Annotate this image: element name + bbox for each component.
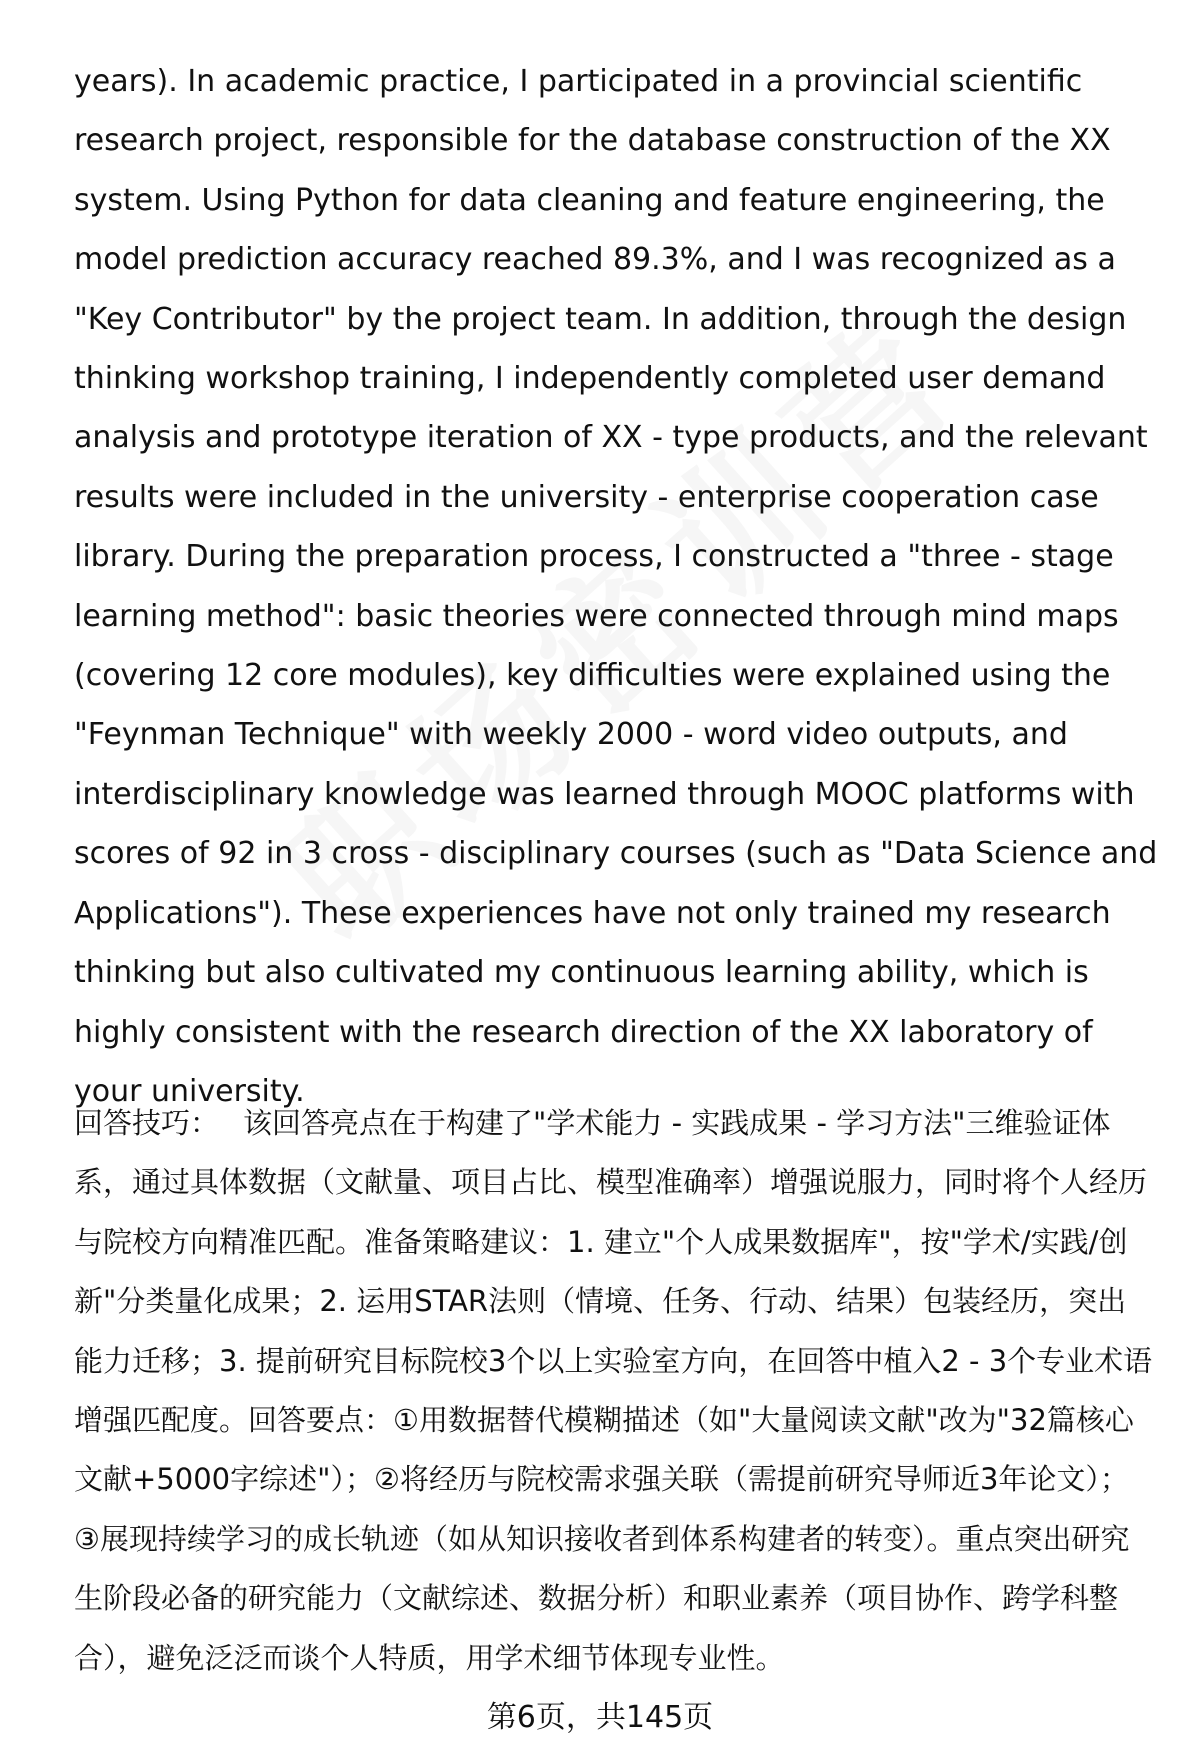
body-paragraph-english: years). In academic practice, I participated in a provincial scientific research project, responsible for the database construction of the XX system. Using Python for data cleaning and feature engineering, the model prediction accuracy reached 89.3%, and I was recognized as a "Key Contributor" by the project team. In addition, through the design thinking workshop training, I independently completed user demand analysis and prototype iteration of XX - type products, and the relevant results were included in the university - enterprise cooperation case library. During the preparation process, I constructed a "three - stage learning method": basic theories were connected through mind maps (covering 12 core modules), key difficulties were explained using the "Feynman Technique" with weekly 2000 - word video outputs, and interdisciplinary knowledge was learned through MOOC platforms with scores of 92 in 3 cross - disciplinary courses (such as "Data Science and Applications"). These experiences have not only trained my research thinking but also cultivated my continuous learning ability, which is highly consistent with the research direction of the XX laboratory of your university. [74,64,1158,1109]
page-footer: 第6页，共145页 [486,1700,714,1735]
answer-tips-label: 回答技巧： [74,1106,220,1140]
answer-tips-text: 该回答亮点在于构建了"学术能力 - 实践成果 - 学习方法"三维验证体系，通过具体数据（文献量、项目占比、模型准确率）增强说服力，同时将个人经历与院校方向精准匹配。准备策略建议：1. 建立"个人成果数据库"，按"学术/实践/创新"分类量化成果；2. 运用STAR法则（情境、任务、行动、结果）包装经历，突出能力迁移；3. 提前研究目标院校3个以上实验室方向，在回答中植入2 - 3个专业术语增强匹配度。回答要点：①用数据替代模糊描述（如"大量阅读文献"改为"32篇核心文献+5000字综述"）；②将经历与院校需求强关联（需提前研究导师近3年论文）；③展现持续学习的成长轨迹（如从知识接收者到体系构建者的转变）。重点突出研究生阶段必备的研究能力（文献综述、数据分析）和职业素养（项目协作、跨学科整合），避免泛泛而谈个人特质，用学术细节体现专业性。 [74,1106,1153,1675]
answer-tips-paragraph [74,1094,1154,1688]
